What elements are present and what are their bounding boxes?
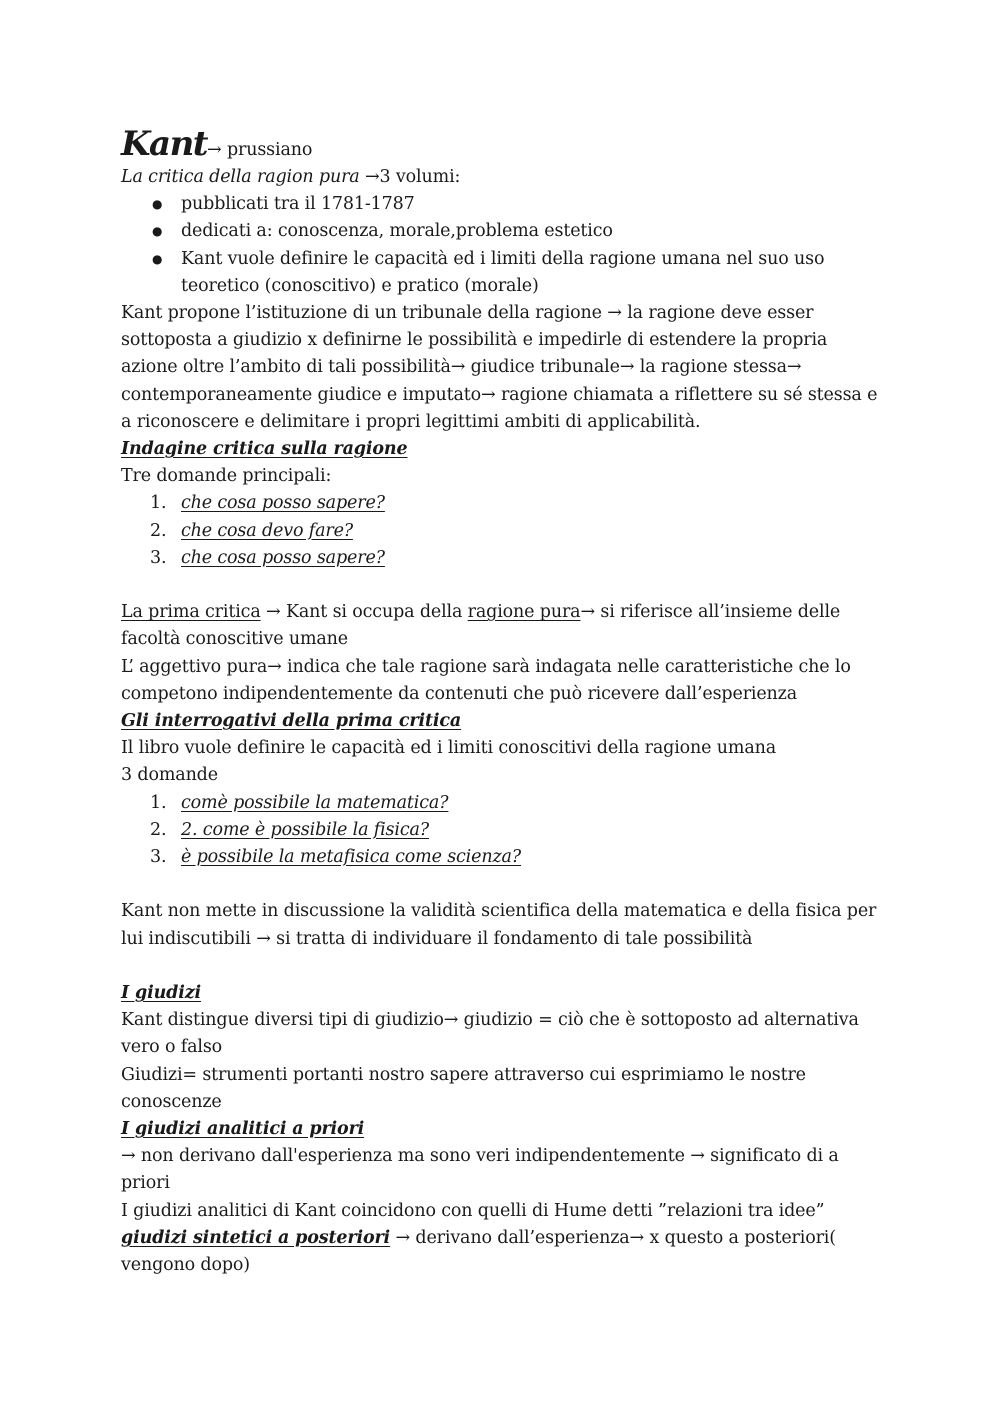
list-item: 3. è possibile la metafisica come scienza? <box>150 847 522 868</box>
text-line: sottoposta a giudizio x definirne le possibilità e impedirle di estendere la propria <box>121 330 828 351</box>
text-line: Il libro vuole definire le capacità ed i limiti conoscitivi della ragione umana <box>121 738 777 759</box>
interrogativi-heading: Gli interrogativi della prima critica <box>121 711 462 732</box>
blank-line <box>121 953 881 980</box>
text-line: contemporaneamente giudice e imputato→ ragione chiamata a riflettere su sé stessa e <box>121 384 878 405</box>
text-line: Giudizi= strumenti portanti nostro sapere attraverso cui esprimiamo le nostre <box>121 1064 806 1085</box>
text-line: 3 domande <box>121 765 218 786</box>
bullet-dot-icon: ● <box>152 224 163 239</box>
text-line: vero o falso <box>121 1037 223 1058</box>
text-line: Kant propone l’istituzione di un tribunale della ragione → la ragione deve esser <box>121 303 814 324</box>
interrogativi-questions <box>121 790 881 872</box>
text-line: L’ aggettivo pura→ indica che tale ragione sarà indagata nelle caratteristiche che lo <box>121 656 851 677</box>
list-item: 1. che cosa posso sapere? <box>150 493 385 514</box>
text-line: Kant distingue diversi tipi di giudizio→ giudizio = ciò che è sottoposto ad alternativa <box>121 1010 859 1031</box>
text-line: I giudizi analitici di Kant coincidono con quelli di Hume detti ”relazioni tra idee” <box>121 1200 825 1221</box>
giudizi-heading: I giudizi <box>121 983 202 1004</box>
critica-line <box>121 164 881 191</box>
indagine-questions <box>121 490 881 572</box>
ragione-pura-link: ragione pura <box>467 602 581 623</box>
list-item: 3. che cosa posso sapere? <box>150 547 385 568</box>
bullet-item: ● dedicati a: conoscenza, morale,problema estetico <box>121 218 881 245</box>
text-line: azione oltre l’ambito di tali possibilità→ giudice tribunale→ la ragione stessa→ <box>121 357 802 378</box>
bullet-dot-icon: ● <box>152 197 163 212</box>
page-title <box>121 124 881 164</box>
bullet-item: ● Kant vuole definire le capacità ed i limiti della ragione umana nel suo uso teoretico (conoscitivo) e pratico (morale) <box>121 246 881 300</box>
text-line: priori <box>121 1173 170 1194</box>
blank-line <box>121 572 881 599</box>
critica-bullets <box>121 191 881 300</box>
tribunale-paragraph <box>121 300 881 436</box>
text-line: a riconoscere e delimitare i propri legittimi ambiti di applicabilità. <box>121 411 701 432</box>
text-line: Kant non mette in discussione la validità scientifica della matematica e della fisica per <box>121 901 877 922</box>
analitici-heading: I giudizi analitici a priori <box>121 1119 365 1140</box>
text-line: lui indiscutibili → si tratta di individuare il fondamento di tale possibilità <box>121 928 753 949</box>
blank-line <box>121 871 881 898</box>
text-line: → non derivano dall'esperienza ma sono veri indipendentemente → significato di a <box>121 1146 839 1167</box>
indagine-intro: Tre domande principali: <box>121 466 332 487</box>
list-item: 2. 2. come è possibile la fisica? <box>150 819 430 840</box>
sintetici-heading: giudizi sintetici a posteriori <box>121 1227 391 1248</box>
list-item: 2. che cosa devo fare? <box>150 520 354 541</box>
sintetici-line: giudizi sintetici a posteriori → derivano dall’esperienza→ x questo a posteriori( <box>121 1227 836 1248</box>
critica-rest: →3 volumi: <box>359 167 461 187</box>
document-body <box>121 124 881 1279</box>
text-line: facoltà conoscitive umane <box>121 629 349 650</box>
title-rest: → prussiano <box>207 140 313 160</box>
bullet-item: ● pubblicati tra il 1781-1787 <box>121 191 881 218</box>
indagine-heading: Indagine critica sulla ragione <box>121 439 408 460</box>
bullet-dot-icon: ● <box>152 251 163 266</box>
prima-critica-link: La prima critica <box>121 602 261 623</box>
prima-critica-line: La prima critica → Kant si occupa della ragione pura→ si riferisce all’insieme delle <box>121 602 841 623</box>
text-line: vengono dopo) <box>121 1255 250 1276</box>
text-line: competono indipendentemente da contenuti che può ricevere dall’esperienza <box>121 683 798 704</box>
list-item: 1. comè possibile la matematica? <box>150 792 449 813</box>
critica-title: La critica della ragion pura <box>121 167 360 187</box>
text-line: conoscenze <box>121 1091 222 1112</box>
title-name: Kant <box>121 124 208 164</box>
